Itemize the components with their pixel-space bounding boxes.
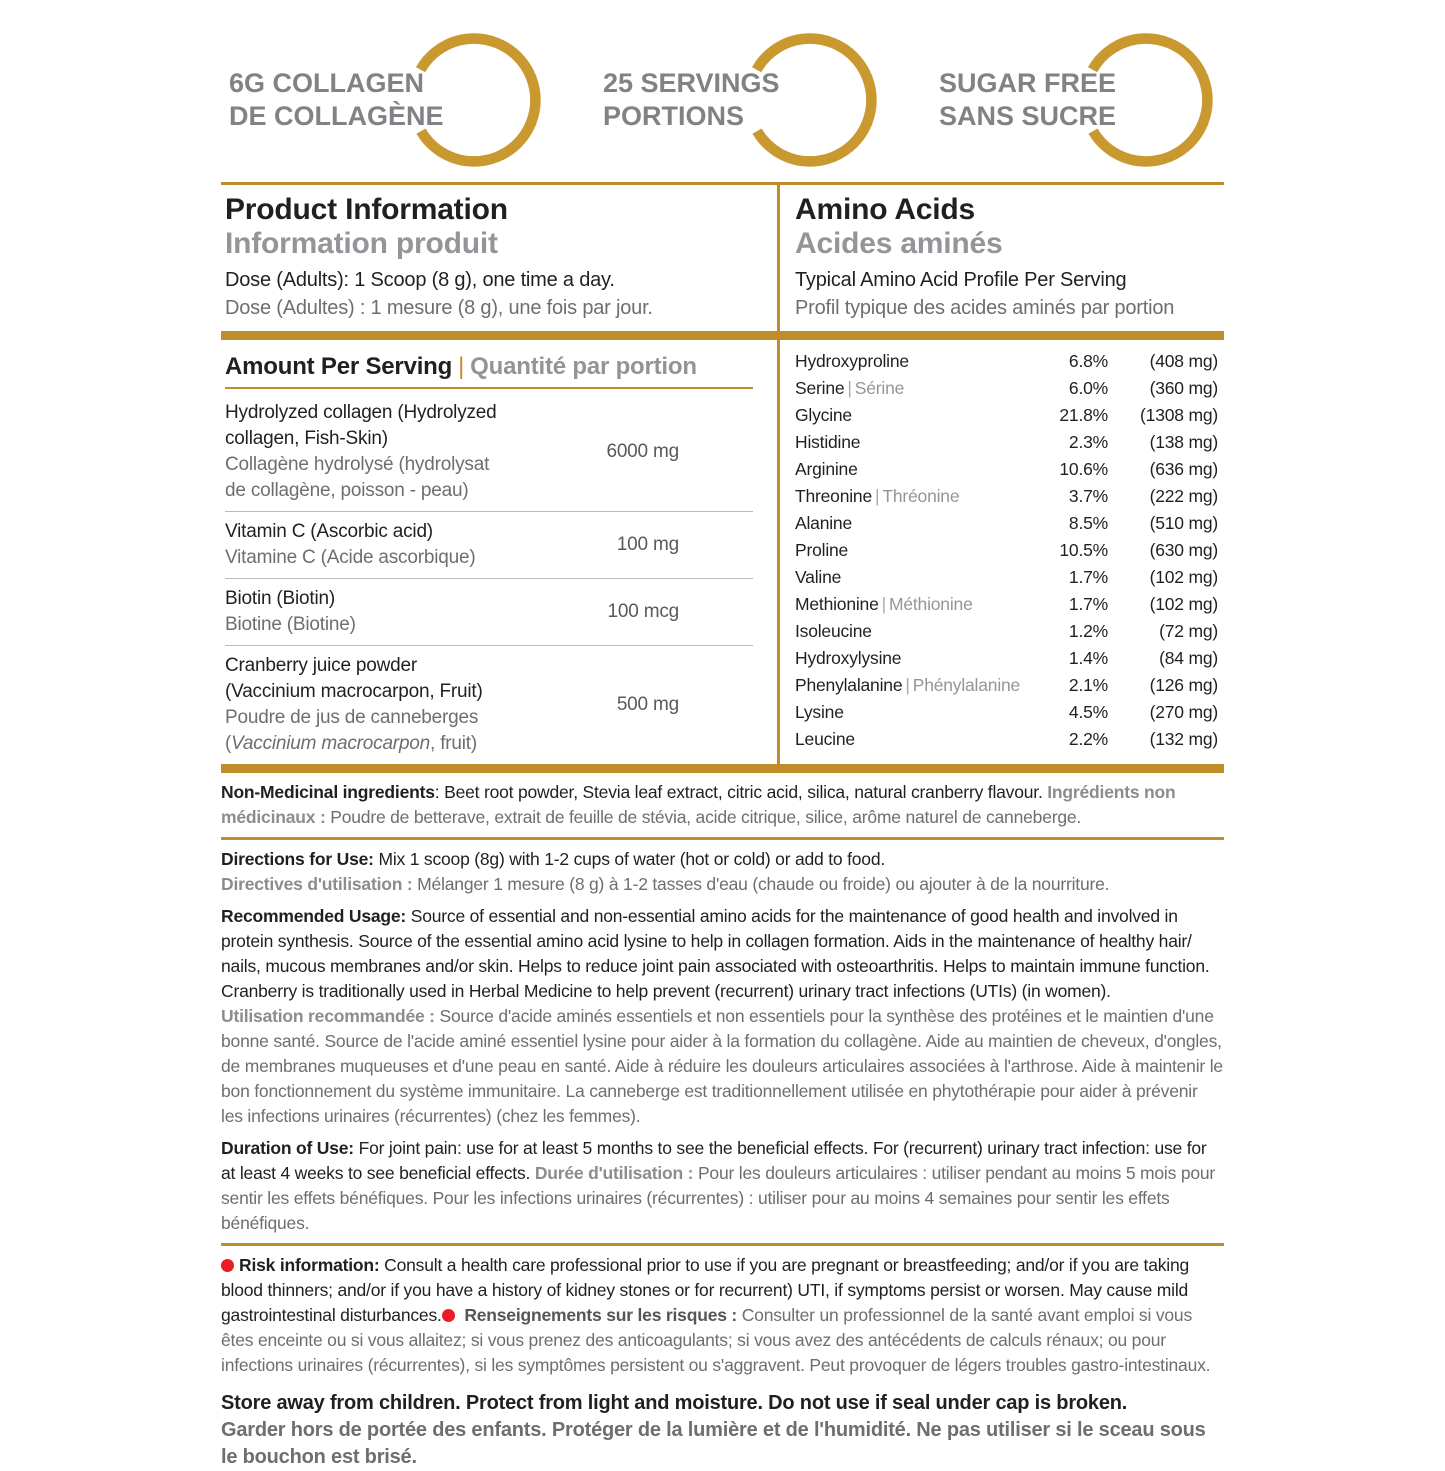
- amino-subtitle-en: Typical Amino Acid Profile Per Serving: [795, 269, 1127, 291]
- badge-collagen-text: [229, 67, 444, 133]
- amino-acid-percent: 2.3%: [1068, 432, 1108, 452]
- amino-acid-mg: (222 mg): [1149, 486, 1218, 506]
- gold-line: [221, 837, 1224, 840]
- amino-acid-name: Leucine: [795, 729, 855, 749]
- amino-acid-percent: 1.2%: [1068, 621, 1108, 641]
- facts-ingredient-name: [225, 400, 501, 504]
- amino-acid-name: Proline: [795, 540, 849, 560]
- storage-warning: [221, 1390, 1224, 1471]
- badge-line-fr: SANS SUCRE: [938, 101, 1116, 131]
- amino-acid-name: Serine | Sérine: [795, 378, 905, 398]
- amino-acid-mg: (510 mg): [1149, 513, 1218, 533]
- amount-per-serving-en: Amount Per Serving: [225, 353, 453, 380]
- amino-acid-mg: (138 mg): [1149, 432, 1218, 452]
- amino-acid-row: [795, 456, 1218, 483]
- amino-acids-column: [777, 340, 1224, 764]
- facts-row: [225, 511, 753, 578]
- text-segment: Mélanger 1 mesure (8 g) à 1-2 tasses d'eau (chaude ou froide) ou ajouter à de la nourriture.: [417, 874, 1110, 894]
- text-segment: Renseignements sur les risques :: [459, 1305, 742, 1325]
- amino-acid-mg: (270 mg): [1149, 702, 1218, 722]
- header-pipe: |: [458, 353, 465, 380]
- amino-acid-name: Arginine: [795, 459, 858, 479]
- amino-acid-mg: (636 mg): [1149, 459, 1218, 479]
- product-information-title-fr: Information produit: [225, 227, 498, 260]
- amino-acid-row: [795, 537, 1218, 564]
- gold-bar: [221, 331, 1224, 340]
- facts-ingredient-name: [225, 519, 501, 571]
- badge-line-fr: DE COLLAGÈNE: [229, 101, 444, 131]
- facts-panel: [221, 182, 1224, 764]
- amino-acid-name-fr: Méthionine: [888, 594, 973, 614]
- name-pipe: |: [881, 594, 886, 614]
- amount-per-serving-header: [225, 348, 753, 389]
- text-segment: Directions for Use:: [221, 849, 379, 869]
- amino-acid-percent: 21.8%: [1059, 405, 1108, 425]
- badge-servings: [603, 28, 882, 172]
- facts-ingredient-name: [225, 653, 501, 757]
- product-information-header: [221, 185, 777, 331]
- text-segment: Poudre de betterave, extrait de feuille de stévia, acide citrique, silice, arôme naturel de canneberge.: [330, 807, 1082, 827]
- badge-line-en: SUGAR FREE: [938, 68, 1116, 98]
- amino-acid-percent: 1.4%: [1068, 648, 1108, 668]
- recommended-usage: [221, 904, 1224, 1129]
- amino-acids-title: Amino Acids: [795, 193, 976, 226]
- amino-acid-row: [795, 429, 1218, 456]
- amino-acid-percent: 6.8%: [1068, 351, 1108, 371]
- text-segment: Store away from children. Protect from light and moisture. Do not use if seal under cap is broken.: [221, 1392, 1128, 1414]
- amino-acids-header: [777, 185, 1224, 331]
- supplement-facts-rows: [225, 393, 753, 764]
- text-segment: Durée d'utilisation :: [534, 1163, 698, 1183]
- amino-acid-mg: (102 mg): [1149, 567, 1218, 587]
- dose-fr: Dose (Adultes) : 1 mesure (8 g), une fois par jour.: [225, 297, 653, 319]
- facts-row: [225, 578, 753, 645]
- text-segment: Utilisation recommandée :: [221, 1006, 440, 1026]
- supplement-label: [221, 0, 1224, 1471]
- badge-collagen: [229, 28, 546, 172]
- amino-acid-name: Histidine: [795, 432, 861, 452]
- text-segment: Duration of Use:: [221, 1138, 359, 1158]
- text-segment: Mix 1 scoop (8g) with 1-2 cups of water (hot or cold) or add to food.: [378, 849, 886, 869]
- amino-acid-row: [795, 618, 1218, 645]
- badge-line-fr: PORTIONS: [602, 101, 744, 131]
- amino-acid-name: Threonine | Thréonine: [795, 486, 960, 506]
- amino-acid-name-fr: Sérine: [854, 378, 905, 398]
- amino-acid-name: Hydroxylysine: [795, 648, 902, 668]
- text-segment: Non-Medicinal ingredients: [221, 782, 435, 802]
- amino-acid-mg: (84 mg): [1159, 648, 1218, 668]
- amino-acid-percent: 2.1%: [1068, 675, 1108, 695]
- amino-acid-name: Glycine: [795, 405, 852, 425]
- risk-information: [221, 1253, 1224, 1378]
- gold-bar: [221, 764, 1224, 773]
- amino-acid-row: [795, 375, 1218, 402]
- ingredient-name-en: Hydrolyzed collagen (Hydrolyzed collagen, Fish-Skin): [225, 402, 497, 449]
- amino-acid-percent: 8.5%: [1068, 513, 1108, 533]
- dose-en: Dose (Adults): 1 Scoop (8 g), one time a day.: [225, 269, 615, 291]
- amino-acid-row: [795, 591, 1218, 618]
- ingredient-amount: 6000 mg: [606, 441, 679, 462]
- supplement-facts-column: [221, 340, 777, 764]
- amino-acid-name: Lysine: [795, 702, 844, 722]
- amino-acid-mg: (630 mg): [1149, 540, 1218, 560]
- latin-name: Vaccinium macrocarpon: [231, 733, 431, 754]
- ingredient-name-en: Cranberry juice powder (Vaccinium macrocarpon, Fruit): [225, 655, 483, 702]
- amino-acid-mg: (72 mg): [1159, 621, 1218, 641]
- amino-acid-row: [795, 699, 1218, 726]
- amino-acid-row: [795, 645, 1218, 672]
- badge-servings-text: [603, 67, 780, 133]
- duration-of-use: [221, 1136, 1224, 1236]
- badge-line-en: 6G COLLAGEN: [229, 68, 425, 98]
- badge-sugar-free: [939, 28, 1218, 172]
- ingredient-amount: 500 mg: [616, 694, 679, 715]
- facts-row: [225, 645, 753, 764]
- text-segment: Source d'acide aminés essentiels et non essentiels pour la synthèse des protéines et le maintien d'une bonne santé. Source de l'acide aminé essentiel lysine pour aider à la formation du collagène. Aide au maintien de cheveux, d'ongles, de membranes muqueuses et d'une peau en santé. Aide à réduire les douleurs articulaires associées à l'arthrose. Aide à maintenir le bon fonctionnement du système immunitaire. La canneberge est traditionnellement utilisée en phytothérapie pour aider à prévenir les infections urinaires (récurrentes) (chez les femmes).: [221, 1006, 1223, 1126]
- amino-acid-row: [795, 726, 1218, 753]
- amino-acid-row: [795, 510, 1218, 537]
- amino-acid-percent: 1.7%: [1068, 567, 1108, 587]
- text-segment: Ingrédients non médicinaux :: [221, 782, 1176, 827]
- amino-acid-name: Valine: [795, 567, 842, 587]
- text-segment: For joint pain: use for at least 5 months to see the beneficial effects. For (recurrent) urinary tract infection: use for at least 4 weeks to see beneficial effects.: [221, 1138, 1207, 1183]
- amino-acid-name: Phenylalanine | Phénylalanine: [795, 675, 1021, 695]
- text-segment: Recommended Usage:: [221, 906, 411, 926]
- text-segment: Source of essential and non-essential amino acids for the maintenance of good health and involved in protein synthesis. Source of the essential amino acid lysine to help in collagen formation. Aids in the maintenance of healthy hair/ nails, mucous membranes and/or skin. Helps to reduce joint pain associated with osteoarthritis. Helps to maintain immune function. Cranberry is traditionally used in Herbal Medicine to help prevent (recurrent) urinary tract infections (UTIs) (in women).: [221, 906, 1210, 1001]
- amino-acid-name: Alanine: [795, 513, 852, 533]
- name-pipe: |: [847, 378, 852, 398]
- amino-acid-rows: [795, 348, 1218, 753]
- amino-acid-percent: 1.7%: [1068, 594, 1108, 614]
- amino-acid-name-fr: Phénylalanine: [912, 675, 1021, 695]
- amino-acid-name: Methionine | Méthionine: [795, 594, 973, 614]
- amino-acid-row: [795, 402, 1218, 429]
- amino-acid-mg: (132 mg): [1149, 729, 1218, 749]
- panel-headers: [221, 185, 1224, 331]
- directions-for-use: [221, 847, 1224, 897]
- badge-sugar-free-text: [939, 67, 1116, 133]
- badge-line-en: 25 SERVINGS: [602, 68, 780, 98]
- amino-acid-name-fr: Thréonine: [882, 486, 960, 506]
- text-segment: Pour les douleurs articulaires : utiliser pendant au moins 5 mois pour sentir les effets bénéfiques. Pour les infections urinaires (récurrentes) : utiliser pour au moins 4 semaines pour sentir les effets bénéfiques.: [221, 1163, 1216, 1233]
- ingredient-amount: 100 mg: [616, 534, 679, 555]
- amino-acid-percent: 2.2%: [1068, 729, 1108, 749]
- amino-acid-mg: (102 mg): [1149, 594, 1218, 614]
- gold-divider: [777, 185, 780, 764]
- ingredient-name-en: Biotin (Biotin): [225, 588, 335, 609]
- amino-acids-title-fr: Acides aminés: [795, 227, 1003, 260]
- ingredient-name-fr: Biotine (Biotine): [225, 614, 356, 635]
- amino-acid-row: [795, 672, 1218, 699]
- amino-acid-row: [795, 348, 1218, 375]
- text-segment: Consult a health care professional prior to use if you are pregnant or breastfeeding; and/or if you are taking blood thinners; and/or if you have a history of kidney stones or for recurrent) UTI, if symptoms persist or worsen. May cause mild gastrointestinal disturbances.: [221, 1255, 1190, 1325]
- amino-acid-percent: 6.0%: [1068, 378, 1108, 398]
- amino-acid-row: [795, 564, 1218, 591]
- amount-per-serving-fr: Quantité par portion: [470, 353, 697, 380]
- amino-acid-percent: 3.7%: [1068, 486, 1108, 506]
- amino-subtitle-fr: Profil typique des acides aminés par portion: [795, 297, 1175, 319]
- ingredient-name-en: Vitamin C (Ascorbic acid): [225, 521, 433, 542]
- text-segment: Garder hors de portée des enfants. Protéger de la lumière et de l'humidité. Ne pas utiliser si le sceau sous le bouchon est brisé.: [221, 1419, 1206, 1468]
- ingredient-name-fr: Poudre de jus de canneberges (Vaccinium macrocarpon, fruit): [225, 707, 479, 754]
- amino-acid-percent: 10.5%: [1059, 540, 1108, 560]
- text-segment: Risk information:: [239, 1255, 385, 1275]
- amino-acid-mg: (360 mg): [1149, 378, 1218, 398]
- amino-acid-percent: 4.5%: [1068, 702, 1108, 722]
- badges-row: [229, 24, 1218, 176]
- name-pipe: |: [875, 486, 880, 506]
- text-segment: Directives d'utilisation :: [221, 874, 418, 894]
- ingredient-name-fr: Collagène hydrolysé (hydrolysat de collagène, poisson - peau): [225, 454, 490, 501]
- ingredient-name-fr: Vitamine C (Acide ascorbique): [225, 547, 476, 568]
- name-pipe: |: [905, 675, 910, 695]
- facts-row: [225, 393, 753, 511]
- amino-acid-mg: (1308 mg): [1140, 405, 1218, 425]
- amino-acid-mg: (408 mg): [1149, 351, 1218, 371]
- red-dot-icon: [442, 1309, 455, 1322]
- text-segment: Consulter un professionnel de la santé avant emploi si vous êtes enceinte ou si vous allaitez; si vous prenez des anticoagulants; si vous avez des antécédents de calculs rénaux; ou pour infections urinaires (récurrentes), si les symptômes persistent ou s'aggravent. Peut provoquer de légers troubles gastro-intestinaux.: [221, 1305, 1211, 1375]
- product-information-title: Product Information: [225, 193, 508, 226]
- ingredient-amount: 100 mcg: [607, 601, 679, 622]
- amino-acid-name: Hydroxyproline: [795, 351, 909, 371]
- non-medicinal-ingredients: [221, 780, 1224, 830]
- gold-line: [221, 1243, 1224, 1246]
- amino-acid-name: Isoleucine: [795, 621, 872, 641]
- amino-acid-mg: (126 mg): [1149, 675, 1218, 695]
- red-dot-icon: [221, 1259, 234, 1272]
- amino-acid-row: [795, 483, 1218, 510]
- amino-acid-percent: 10.6%: [1059, 459, 1108, 479]
- facts-ingredient-name: [225, 586, 501, 638]
- text-segment: : Beet root powder, Stevia leaf extract, citric acid, silica, natural cranberry flavour.: [434, 782, 1048, 802]
- panel-body: [221, 340, 1224, 764]
